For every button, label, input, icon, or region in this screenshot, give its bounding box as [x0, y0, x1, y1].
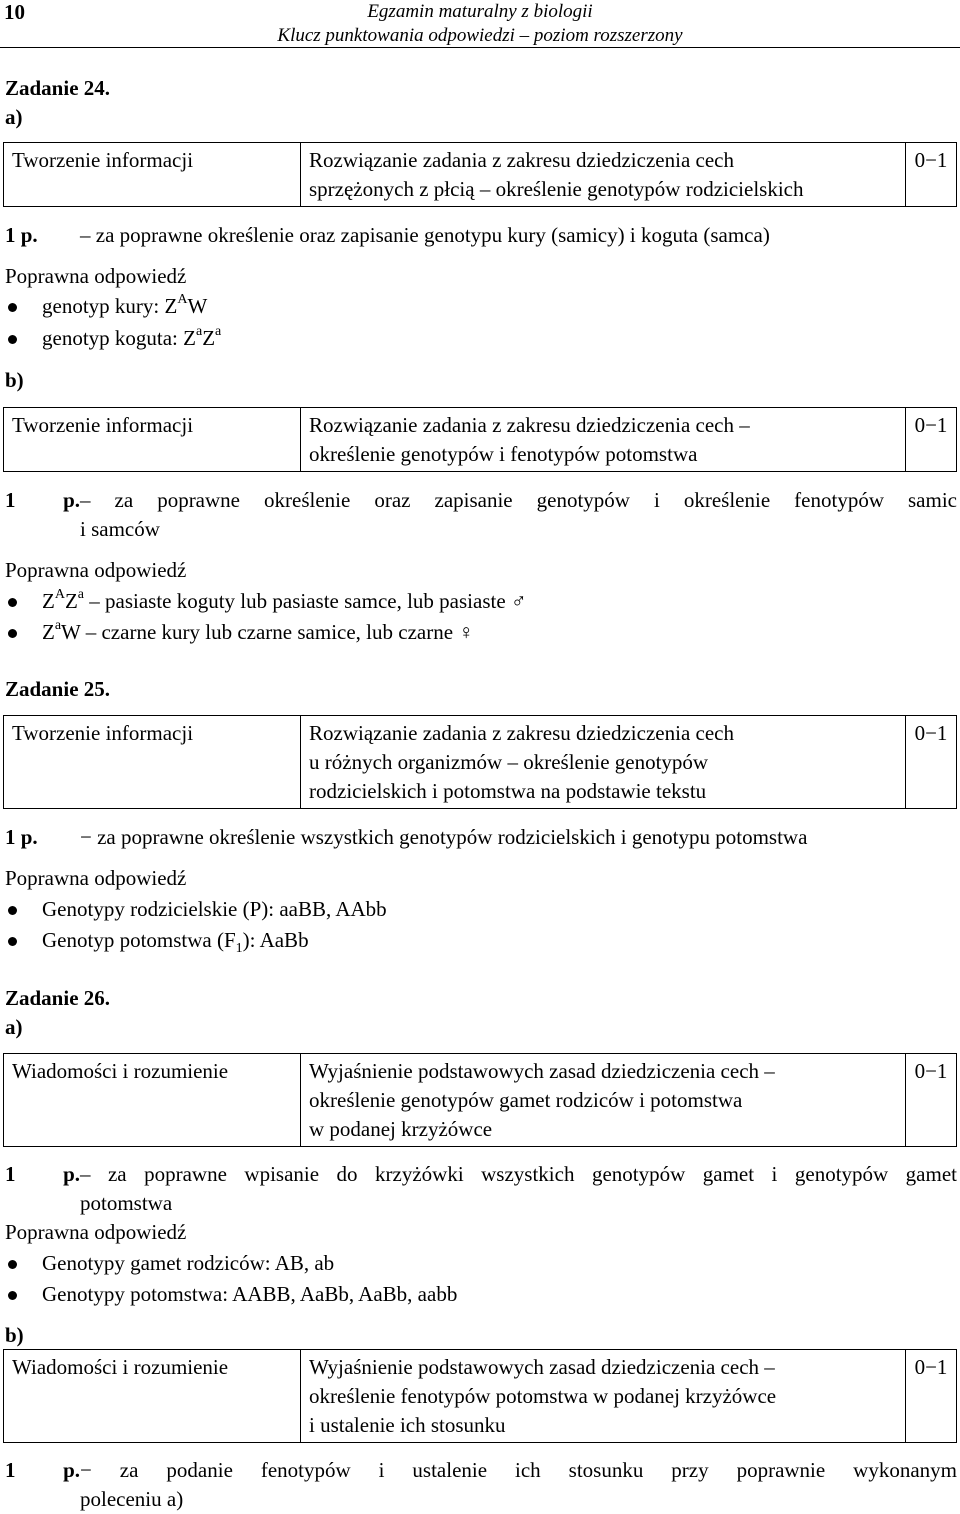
skill-cell: Wiadomości i rozumienie [4, 1350, 301, 1443]
score-cell: 0−1 [906, 143, 957, 207]
correct-answer-label: Poprawna odpowiedź [5, 558, 187, 582]
answer-text: – pasiaste koguty lub pasiaste samce, lub pasiaste ♂ [84, 589, 527, 613]
answer-text: genotyp koguta: Z [42, 326, 196, 350]
answer-subscript: 1 [235, 941, 243, 957]
points-text: – za poprawne wpisanie do krzyżówki wszystkich genotypów gamet i genotypów gamet [80, 1162, 957, 1186]
subtask-label: a) [5, 1015, 23, 1039]
answer-text: Genotypy rodzicielskie (P): aaBB, AAbb [42, 897, 387, 921]
skill-cell: Tworzenie informacji [4, 143, 301, 207]
requirement-line: u różnych organizmów – określenie genotypów [309, 750, 709, 774]
header-subtitle: Klucz punktowania odpowiedzi – poziom rozszerzony [277, 25, 683, 46]
points-rule [5, 486, 957, 544]
points-text-continued: poleceniu a) [80, 1487, 184, 1511]
requirement-line: Rozwiązanie zadania z zakresu dziedziczenia cech [309, 721, 734, 745]
score-cell: 0−1 [906, 716, 957, 809]
points-text: – za poprawne określenie oraz zapisanie genotypu kury (samicy) i koguta (samca) [80, 223, 770, 247]
score-cell: 0−1 [906, 1054, 957, 1147]
correct-answer-label: Poprawna odpowiedź [5, 264, 187, 288]
points-text: − za podanie fenotypów i ustalenie ich stosunku przy poprawnie wykonanym [80, 1458, 957, 1482]
answer-text: ): AaBb [242, 928, 309, 952]
skill-cell: Tworzenie informacji [4, 408, 301, 472]
subtask-label: b) [5, 1323, 24, 1347]
page-number: 10 [4, 0, 25, 24]
score-cell: 0−1 [906, 1350, 957, 1443]
task-title: Zadanie 24. [5, 76, 111, 100]
criteria-table [3, 407, 957, 472]
bullet-icon [8, 906, 17, 915]
points-label: 1 p. [5, 825, 38, 849]
points-rule [5, 823, 957, 852]
requirement-line: sprzężonych z płcią – określenie genotypów rodzicielskich [309, 177, 804, 201]
requirement-line: Rozwiązanie zadania z zakresu dziedziczenia cech [309, 148, 734, 172]
points-label: 1 p. [5, 1162, 80, 1186]
subtask-label: a) [5, 105, 23, 129]
skill-cell: Tworzenie informacji [4, 716, 301, 809]
points-text: − za poprawne określenie wszystkich genotypów rodzicielskich i genotypu potomstwa [80, 825, 808, 849]
requirement-cell [301, 1054, 906, 1147]
requirement-line: Wyjaśnienie podstawowych zasad dziedziczenia cech – [309, 1355, 775, 1379]
bullet-icon [8, 1291, 17, 1300]
correct-answer-label: Poprawna odpowiedź [5, 866, 187, 890]
answer-text: Genotypy potomstwa: AABB, AaBb, AaBb, aabb [42, 1282, 458, 1306]
answer-superscript: A [177, 292, 188, 307]
bullet-icon [8, 629, 17, 638]
answer-superscript: A [54, 587, 65, 602]
header-rule [0, 47, 960, 48]
requirement-line: określenie fenotypów potomstwa w podanej krzyżówce [309, 1384, 777, 1408]
points-label: 1 p. [5, 223, 38, 247]
points-label: 1 p. [5, 488, 80, 512]
task-title: Zadanie 25. [5, 677, 111, 701]
bullet-icon [8, 303, 17, 312]
answer-text: W – czarne kury lub czarne samice, lub czarne ♀ [61, 620, 475, 644]
points-rule [5, 221, 957, 250]
answer-superscript: a [54, 618, 62, 633]
requirement-line: Wyjaśnienie podstawowych zasad dziedziczenia cech – [309, 1059, 775, 1083]
answer-text: Genotypy gamet rodziców: AB, ab [42, 1251, 335, 1275]
header-title: Egzamin maturalny z biologii [367, 1, 593, 22]
answer-text: Z [42, 620, 55, 644]
answer-text: Z [42, 589, 55, 613]
criteria-table [3, 142, 957, 207]
requirement-cell [301, 716, 906, 809]
requirement-line: Rozwiązanie zadania z zakresu dziedziczenia cech – [309, 413, 750, 437]
answer-text: genotyp kury: Z [42, 294, 178, 318]
task-title: Zadanie 26. [5, 986, 111, 1010]
criteria-table [3, 715, 957, 809]
criteria-table [3, 1349, 957, 1443]
requirement-line: i ustalenie ich stosunku [309, 1413, 506, 1437]
requirement-line: w podanej krzyżówce [309, 1117, 493, 1141]
skill-cell: Wiadomości i rozumienie [4, 1054, 301, 1147]
bullet-icon [8, 937, 17, 946]
correct-answer-label: Poprawna odpowiedź [5, 1220, 187, 1244]
page-header [0, 0, 960, 48]
criteria-table [3, 1053, 957, 1147]
points-rule [5, 1160, 957, 1218]
answer-text: Z [64, 589, 78, 613]
points-rule [5, 1456, 957, 1514]
requirement-line: rodzicielskich i potomstwa na podstawie tekstu [309, 779, 707, 803]
bullet-icon [8, 335, 17, 344]
requirement-cell [301, 143, 906, 207]
requirement-line: określenie genotypów gamet rodziców i potomstwa [309, 1088, 743, 1112]
subtask-label: b) [5, 368, 24, 392]
points-label: 1 p. [5, 1458, 80, 1482]
answer-superscript: a [215, 324, 222, 339]
answer-text: Z [202, 326, 216, 350]
answer-text: W [187, 294, 208, 318]
answer-superscript: a [195, 324, 203, 339]
bullet-icon [8, 1260, 17, 1269]
points-text: – za poprawne określenie oraz zapisanie genotypów i określenie fenotypów samic [80, 488, 957, 512]
requirement-cell [301, 1350, 906, 1443]
requirement-line: określenie genotypów i fenotypów potomstwa [309, 442, 698, 466]
points-text-continued: i samców [80, 517, 160, 541]
score-cell: 0−1 [906, 408, 957, 472]
answer-superscript: a [77, 587, 84, 602]
answer-text: Genotyp potomstwa (F [42, 928, 236, 952]
requirement-cell [301, 408, 906, 472]
bullet-icon [8, 598, 17, 607]
points-text-continued: potomstwa [80, 1191, 173, 1215]
